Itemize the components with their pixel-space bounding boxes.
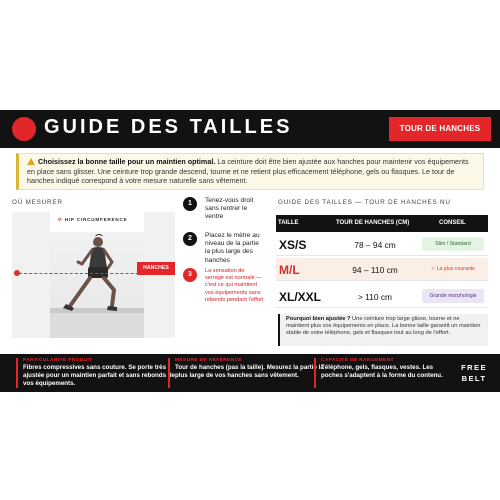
footer-reference-measure bbox=[168, 358, 328, 388]
size-cell: XL/XXL bbox=[279, 290, 322, 304]
caption-text: HIP CIRCUMFERENCE bbox=[64, 217, 128, 222]
hip-measure-button[interactable]: TOUR DE HANCHES bbox=[389, 117, 491, 141]
table-row bbox=[276, 285, 488, 308]
table-row bbox=[276, 233, 488, 256]
step-number: 3 bbox=[183, 268, 197, 282]
hip-tag: HANCHES bbox=[137, 262, 175, 275]
step-3 bbox=[183, 268, 263, 318]
size-table-label: GUIDE DES TAILLES — TOUR DE HANCHES NU bbox=[278, 199, 451, 206]
fit-note bbox=[278, 314, 488, 346]
where-to-measure-label: OÙ MESURER bbox=[12, 199, 63, 206]
advice-badge: Slim / Standard bbox=[422, 237, 484, 251]
range-cell: 94 – 110 cm bbox=[352, 265, 398, 275]
brand-dot-icon bbox=[12, 117, 36, 141]
size-cell: XS/S bbox=[279, 238, 307, 252]
footer-title: CAPACITÉ DE RANGEMENT bbox=[321, 358, 394, 363]
footer-text: Tour de hanches (pas la taille). Mesurez la partie la plus large de vos hanches sans vêtement. bbox=[175, 364, 324, 379]
advice-badge: Grande morphologie bbox=[422, 289, 484, 303]
range-cell: 78 – 94 cm bbox=[354, 240, 396, 250]
runner-icon bbox=[50, 212, 144, 338]
footer-text: Fibres compressives sans couture. Se porte très ajustée pour un maintien parfait et sans rebonds de vos équipements. bbox=[23, 364, 175, 387]
step-number: 1 bbox=[183, 197, 197, 211]
header-size: TAILLE bbox=[278, 220, 299, 226]
footer-text: Téléphone, gels, flasques, vestes. Les poches s'adaptent à la forme du contenu. bbox=[321, 364, 443, 379]
footer-band bbox=[0, 354, 500, 392]
step-1 bbox=[183, 197, 263, 233]
table-row bbox=[276, 258, 488, 281]
header-range: TOUR DE HANCHES (CM) bbox=[336, 220, 410, 226]
alert-bold: Choisissez la bonne taille pour un maintien optimal. bbox=[38, 157, 216, 166]
header-band bbox=[0, 110, 500, 148]
footer-title: MESURE DE RÉFÉRENCE bbox=[175, 358, 243, 363]
hip-marker bbox=[14, 270, 20, 276]
advice-badge: ✓ La plus courante bbox=[430, 266, 476, 272]
warning-icon bbox=[27, 158, 35, 165]
runner-illustration bbox=[50, 212, 144, 338]
note-text: Une ceinture trop large glisse, tourne et ne maintient plus vos équipements en place. La bonne taille garantit un maintien stable de votre téléphone, gels et flasques tout au long de l'effort. bbox=[286, 316, 481, 337]
brand-line-1: FREE bbox=[461, 363, 487, 372]
step-number: 2 bbox=[183, 232, 197, 246]
footer-storage-capacity bbox=[314, 358, 454, 388]
table-header bbox=[276, 215, 488, 232]
header-advice: CONSEIL bbox=[439, 220, 466, 226]
footer-product-feature bbox=[16, 358, 176, 388]
fit-alert bbox=[16, 153, 484, 190]
step-text: Placez le mètre au niveau de la partie la plus large des hanches bbox=[205, 232, 260, 264]
hip-circumference-caption bbox=[58, 217, 128, 223]
footer-title: PARTICULARITÉ PRODUIT bbox=[23, 358, 93, 363]
alert-text: La ceinture doit être bien ajustée aux hanches pour maintenir vos équipements en place sans glisser. Une ceinture trop grande descend, tourne et ne retient plus efficacement téléphone, gels ou flasques. Le tour de hanches indiqué correspond à votre mesure naturelle sans vêtement. bbox=[27, 157, 469, 186]
page-title: GUIDE DES TAILLES bbox=[44, 116, 293, 138]
step-text: Tenez-vous droit sans rentrer le ventre bbox=[205, 197, 254, 221]
note-bold: Pourquoi bien ajustée ? bbox=[286, 316, 351, 322]
size-cell: M/L bbox=[279, 263, 300, 277]
brand-logo bbox=[458, 362, 490, 384]
tape-measure-icon: ⟳ bbox=[58, 217, 65, 222]
brand-line-2: BELT bbox=[461, 374, 487, 383]
step-text: La sensation de serrage est normale — c'est ce qui maintient vos équipements sans rebonds pendant l'effort bbox=[205, 268, 264, 303]
measurement-figure bbox=[12, 208, 175, 338]
range-cell: > 110 cm bbox=[357, 292, 393, 302]
step-2 bbox=[183, 232, 263, 272]
